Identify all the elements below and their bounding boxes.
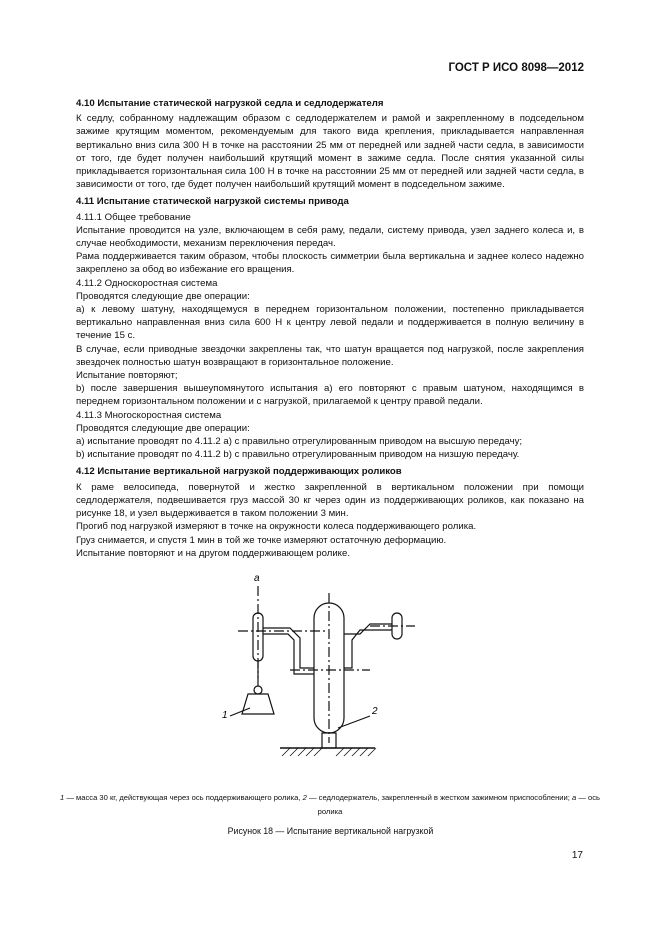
section-4-10-title: 4.10 Испытание статической нагрузкой седла и седлодержателя <box>76 98 384 109</box>
section-4-11-title: 4.11 Испытание статической нагрузкой системы привода <box>76 196 349 208</box>
section-4-10-paragraph: К седлу, собранному надлежащим образом с седлодержателем и рамой и закрепленному в подседельном зажиме крутящим моментом, рекомендуемым для такого вида крепления, прикладывается направленная вертикально вниз сила 300 Н в точке на расстоянии 25 мм от передней или задней части седла, в зависимости от того, где будет получен наибольший крутящий момент в зажиме седла. После снятия указанной силы прикладывается горизонтальная сила 100 Н в точке на расстоянии 25 мм от передней или задней части седла, в зависимости от того, где будет получен наибольший крутящий момент в подседельном зажиме. <box>76 113 584 191</box>
section-4-12-paragraph-4: Испытание повторяют и на другом поддерживающем ролике. <box>76 547 350 559</box>
section-4-12-paragraph-3: Груз снимается, и спустя 1 мин в той же точке измеряют остаточную деформацию. <box>76 534 447 546</box>
legend-1-text: — масса 30 кг, действующая через ось поддерживающего ролика, <box>64 793 303 802</box>
legend-a-text: — ось ролика <box>317 793 601 816</box>
section-4-11-item-b: b) после завершения вышеупомянутого испытания а) его повторяют с правым шатуном, находящимся в переднем горизонтальном положении и с нагрузкой, прилагаемой к центру правой педали. <box>76 383 584 408</box>
document-body <box>76 93 584 560</box>
section-4-12-paragraph-1: К раме велосипеда, повернутой и жестко закрепленной в вертикальном положении при помощи седлодержателя, подвешивается груз массой 30 кг через один из поддерживающих роликов, как показано на рисунке 18, и узел выдерживается в таком положении 3 мин. <box>76 481 584 520</box>
section-4-11-paragraph-6: Испытание повторяют; <box>76 370 178 382</box>
figure-caption: Рисунок 18 — Испытание вертикальной нагрузкой <box>227 826 434 836</box>
label-a: а <box>254 573 260 584</box>
section-4-11-paragraph-8: Проводятся следующие две операции: <box>76 422 250 434</box>
section-4-11-paragraph-3: Проводятся следующие две операции: <box>76 290 250 302</box>
legend-2-text: — седлодержатель, закрепленный в жестком зажимном приспособлении; <box>306 793 572 802</box>
legend-2-number: 2 <box>302 793 307 802</box>
subsection-4-11-3-title: 4.11.3 Многоскоростная система <box>76 409 222 421</box>
weight-hook <box>254 686 262 694</box>
document-code-header: ГОСТ Р ИСО 8098—2012 <box>448 62 584 74</box>
page-number: 17 <box>571 850 583 861</box>
subsection-4-11-1-title: 4.11.1 Общее требование <box>76 211 191 223</box>
leader-2 <box>338 716 370 728</box>
section-4-11-item-a2: а) испытание проводят по 4.11.2 а) с правильно отрегулированным приводом на высшую передачу; <box>76 436 523 448</box>
label-1: 1 <box>222 710 228 721</box>
legend-a-number: а <box>571 793 577 802</box>
section-4-11-paragraph-5: В случае, если приводные звездочки закреплены так, что шатун вращается под нагрузкой, после закрепления звездочек полностью шатун возвращают в горизонтальное положение. <box>76 343 584 368</box>
section-4-12-title: 4.12 Испытание вертикальной нагрузкой поддерживающих роликов <box>76 466 402 478</box>
section-4-11-item-b2: b) испытание проводят по 4.11.2 b) с правильно отрегулированным приводом на низшую передачу. <box>76 449 520 461</box>
section-4-11-paragraph-1: Испытание проводится на узле, включающем в себя раму, педали, систему привода, узел заднего колеса и, в случае необходимости, механизм переключения передач. <box>76 224 584 250</box>
subsection-4-11-2-title: 4.11.2 Односкоростная система <box>76 277 218 289</box>
legend-1-number: 1 <box>60 793 65 802</box>
figure-legend <box>60 791 600 819</box>
figure-18-diagram <box>210 568 430 783</box>
label-2: 2 <box>372 706 378 717</box>
section-4-11-item-a: а) к левому шатуну, находящемуся в переднем горизонтальном положении, постепенно прикладывается вертикально направленная вниз сила 600 Н к центру левой педали и поддерживается в полную величину в течение 15 с. <box>76 304 584 342</box>
section-4-12-paragraph-2: Прогиб под нагрузкой измеряют в точке на окружности колеса поддерживающего ролика. <box>76 521 477 533</box>
weight-mass <box>242 694 274 714</box>
section-4-11-paragraph-2: Рама поддерживается таким образом, чтобы плоскость симметрии была вертикальна и заднее колесо надежно закреплено за обод во избежание его вращения. <box>76 251 584 276</box>
